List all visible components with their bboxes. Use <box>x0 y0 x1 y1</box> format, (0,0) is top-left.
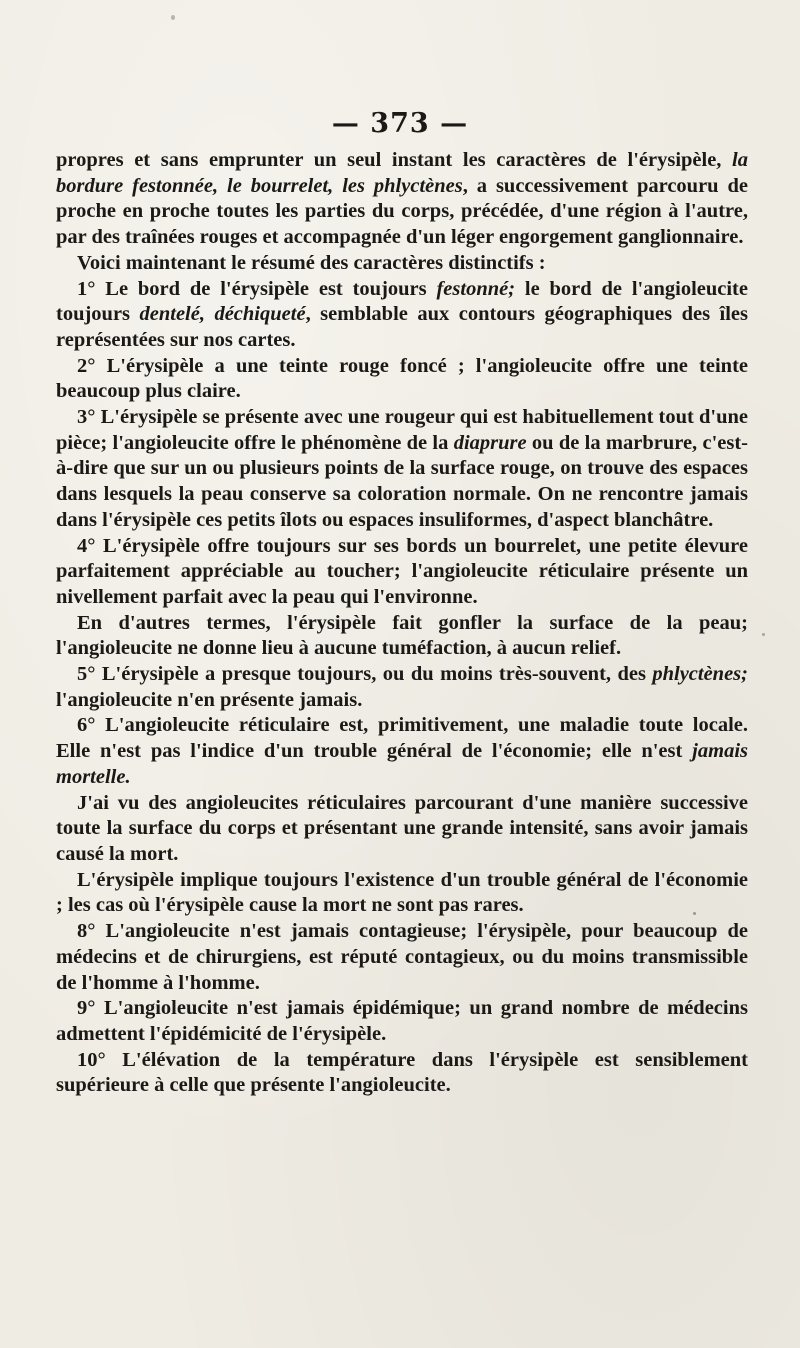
paragraph-10 <box>56 868 748 919</box>
text-run: le bord de l'angioleucite toujours <box>56 277 748 326</box>
text-run: , a successivement parcouru de proche en proche toutes les parties du corps, précédée, d'une région à l'autre, par des traînées rouges et accompagnée d'un léger engorgement ganglionnaire. <box>56 174 748 249</box>
text-run: 10° L'élévation de la température dans l'érysipèle est sensiblement supérieure à celle que présente l'angioleucite. <box>56 1048 748 1097</box>
paragraph-8 <box>56 713 748 790</box>
text-run: l'angioleucite n'en présente jamais. <box>56 688 363 711</box>
paragraph-6 <box>56 611 748 662</box>
paragraph-3 <box>56 354 748 405</box>
text-run: 2° L'érysipèle a une teinte rouge foncé ; l'angioleucite offre une teinte beaucoup plus claire. <box>56 354 748 403</box>
paragraph-12 <box>56 996 748 1047</box>
text-run: ou de la marbrure, c'est-à-dire que sur un ou plusieurs points de la surface rouge, on trouve des espaces dans lesquels la peau conserve sa coloration normale. On ne rencontre jamais dans l'érysipèle ces petits îlots ou espaces insuliformes, d'aspect blanchâtre. <box>56 431 748 531</box>
paragraph-9 <box>56 791 748 868</box>
italic-text: jamais mortelle. <box>56 740 748 788</box>
text-run: 8° L'angioleucite n'est jamais contagieuse; l'érysipèle, pour beaucoup de médecins et de chirurgiens, est réputé contagieux, ou du moins transmissible de l'homme à l'homme. <box>56 920 748 994</box>
text-run: 9° L'angioleucite n'est jamais épidémique; un grand nombre de médecins admettent l'épidémicité de l'érysipèle. <box>56 997 748 1045</box>
ink-spot <box>171 15 175 20</box>
text-run: 6° L'angioleucite réticulaire est, primitivement, une maladie toute locale. Elle n'est pas l'indice d'un trouble général de l'économie; elle n'est <box>56 714 748 763</box>
text-run: Voici maintenant le résumé des caractères distinctifs : <box>77 251 546 274</box>
ink-spot <box>762 633 765 636</box>
italic-text: la bordure festonnée, le bourrelet, les phlyctènes <box>56 149 748 197</box>
page-number: — 373 — <box>331 108 469 139</box>
paragraph-13 <box>56 1048 748 1099</box>
text-run: J'ai vu des angioleucites réticulaires parcourant d'une manière successive toute la surface du corps et présentant une grande intensité, sans avoir jamais causé la mort. <box>56 791 748 865</box>
body-text <box>56 148 748 1099</box>
paragraph-1 <box>56 251 748 277</box>
text-run: 4° L'érysipèle offre toujours sur ses bords un bourrelet, une petite élevure parfaitement appréciable au toucher; l'angioleucite réticulaire présente un nivellement parfait avec la peau qui l'environne. <box>56 534 748 608</box>
text-run: 5° L'érysipèle a presque toujours, ou du moins très-souvent, des <box>77 663 653 686</box>
paragraph-2 <box>56 277 748 354</box>
italic-text: festonné; <box>436 277 516 300</box>
text-run: En d'autres termes, l'érysipèle fait gonfler la surface de la peau; l'angioleucite ne donne lieu à aucune tuméfaction, à aucun relief. <box>56 611 748 660</box>
paragraph-11 <box>56 919 748 996</box>
text-run: propres et sans emprunter un seul instant les caractères de l'érysipèle, <box>56 149 733 171</box>
paragraph-0 <box>56 148 748 251</box>
italic-text: diaprure <box>453 431 527 454</box>
paragraph-5 <box>56 534 748 611</box>
paragraph-4 <box>56 405 748 534</box>
text-run: L'érysipèle implique toujours l'existence d'un trouble général de l'économie ; les cas où l'érysipèle cause la mort ne sont pas rares. <box>56 868 748 917</box>
text-run: , semblable aux contours géographiques des îles représentées sur nos cartes. <box>56 303 748 351</box>
paragraph-7 <box>56 662 748 713</box>
text-run: 3° L'érysipèle se présente avec une rougeur qui est habituellement tout d'une pièce; l'angioleucite offre le phénomène de la <box>56 406 748 454</box>
italic-text: phlyctènes; <box>652 663 748 686</box>
text-run: 1° Le bord de l'érysipèle est toujours <box>77 277 437 300</box>
italic-text: dentelé, déchiqueté <box>139 303 306 326</box>
